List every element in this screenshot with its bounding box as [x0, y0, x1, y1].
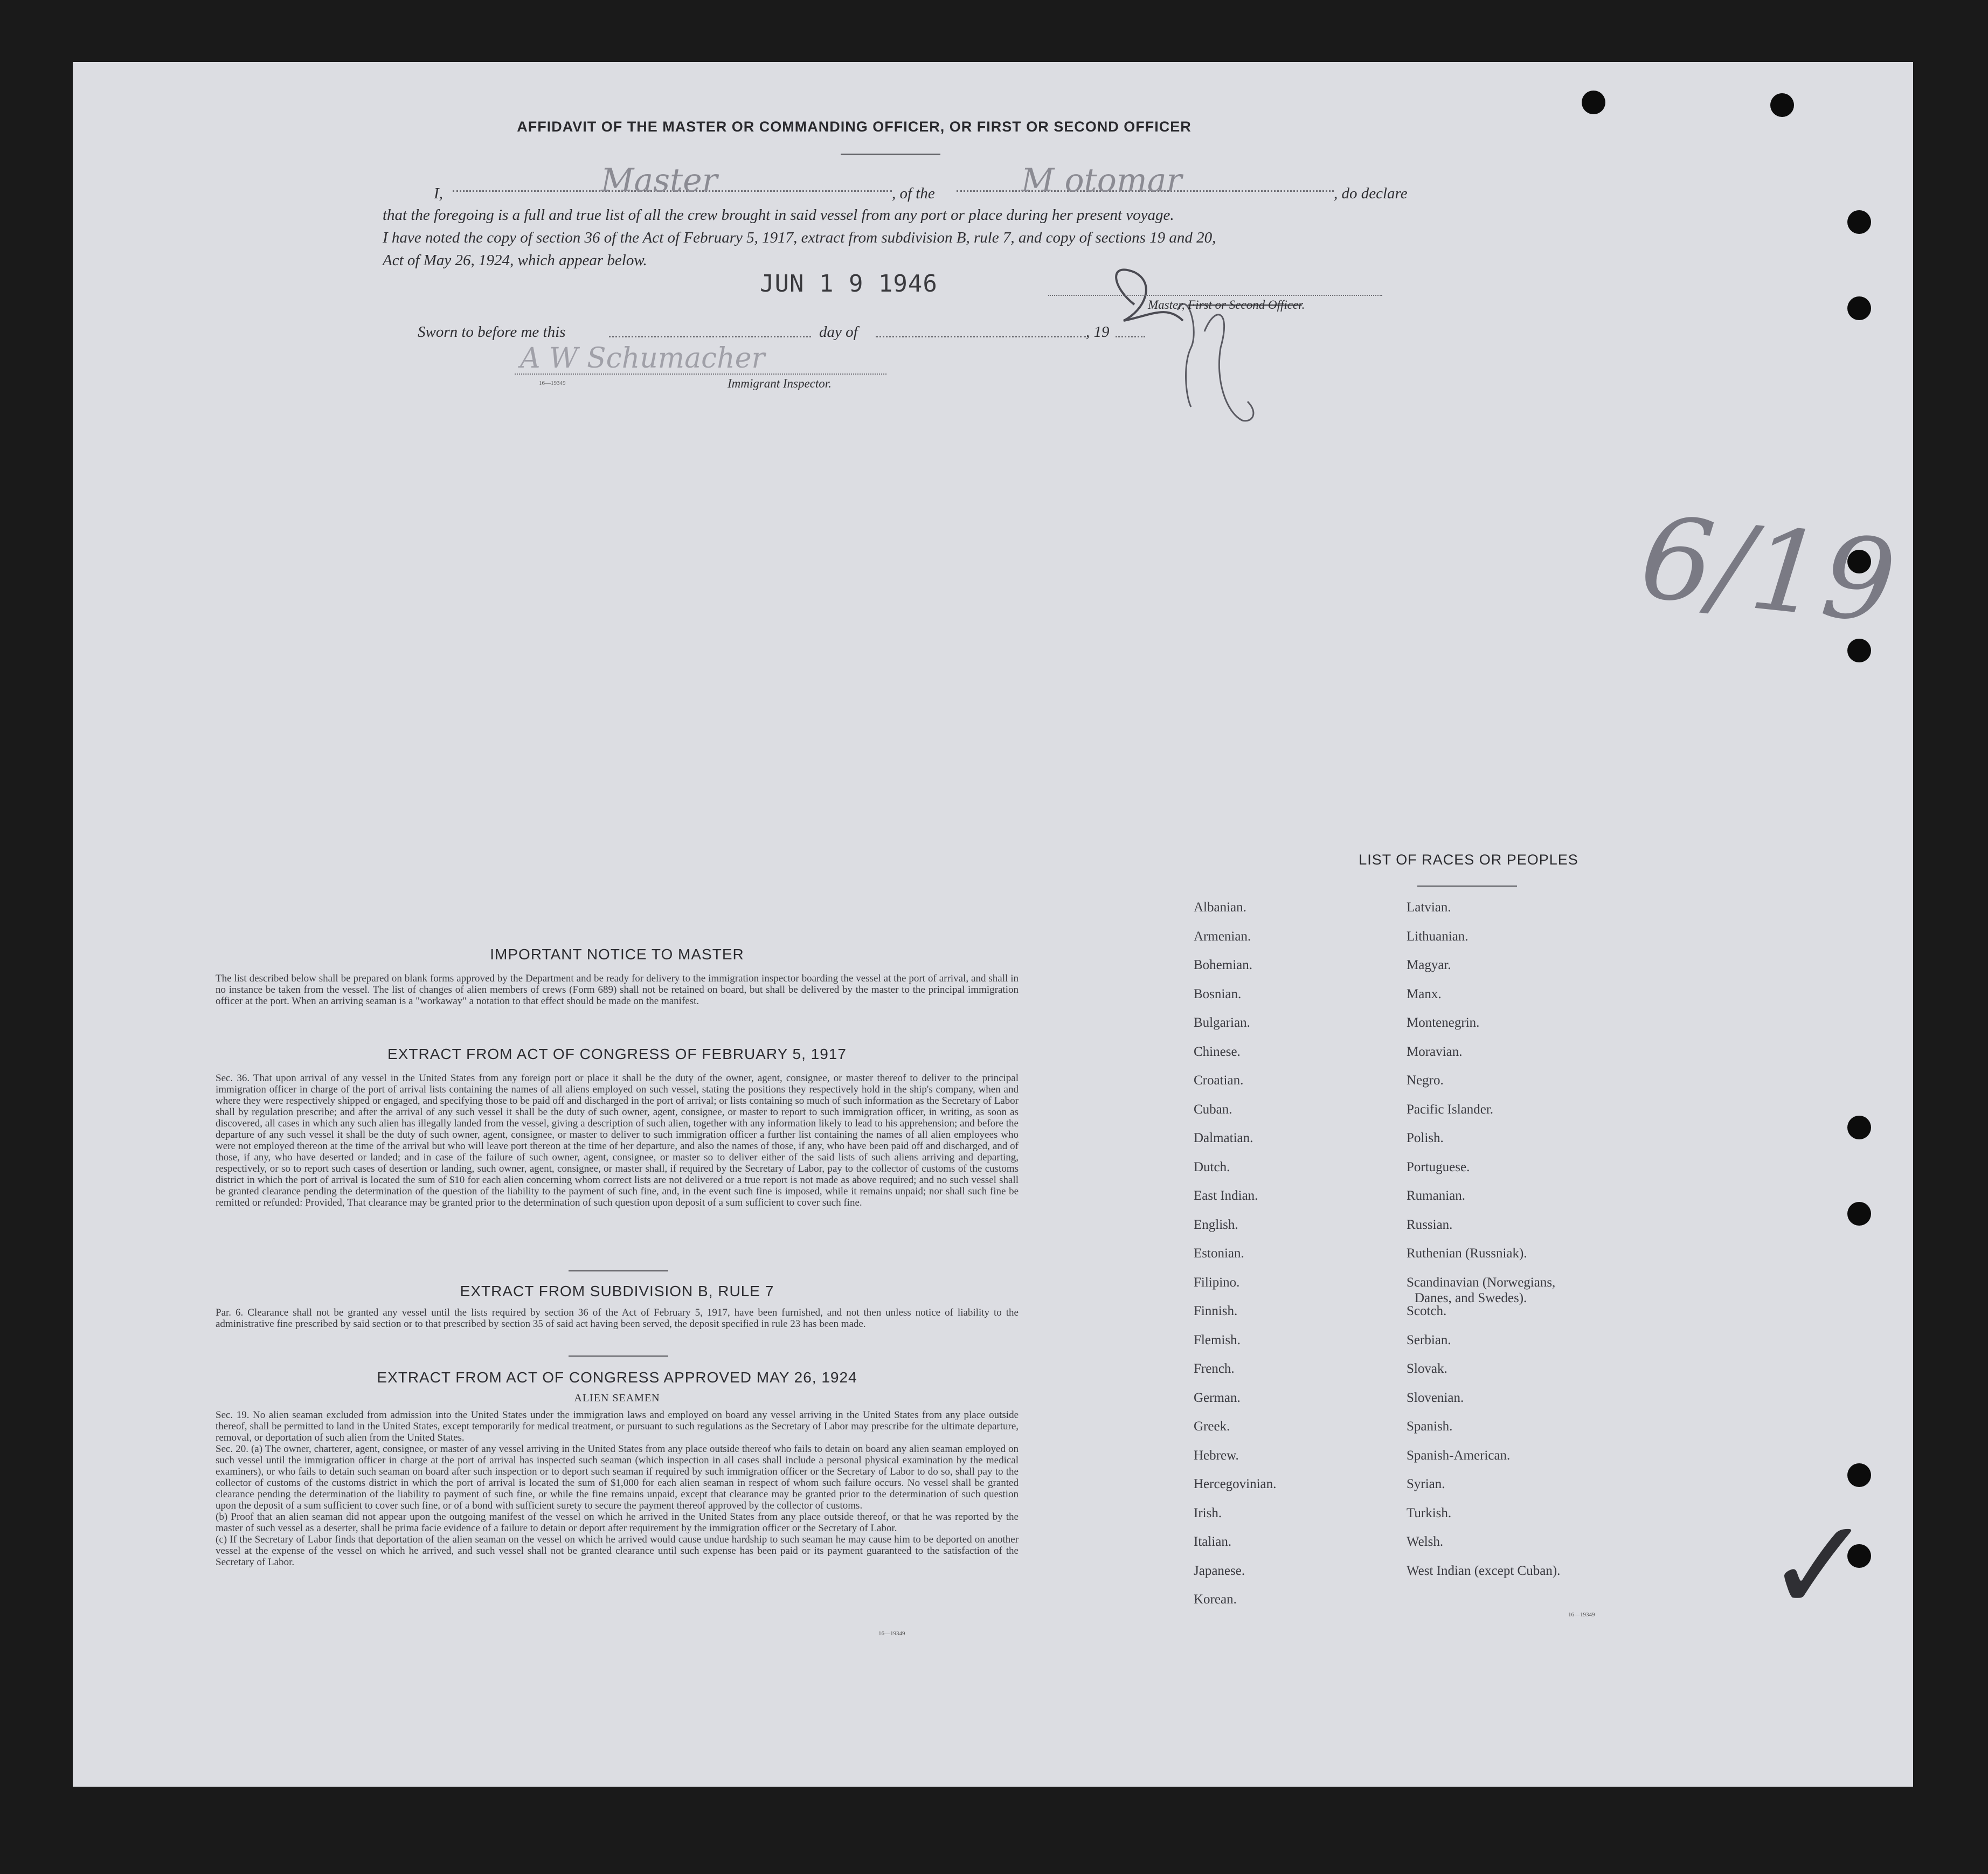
inspector-signature: A W Schumacher [520, 342, 765, 375]
race-item: Dutch. [1194, 1159, 1230, 1174]
divider [569, 1270, 668, 1271]
race-item: Estonian. [1194, 1246, 1244, 1261]
race-item: Irish. [1194, 1505, 1222, 1520]
race-item: Spanish. [1407, 1419, 1453, 1434]
race-item: Scotch. [1407, 1304, 1447, 1318]
affidavit-text-3: Act of May 26, 1924, which appear below. [383, 252, 647, 269]
sworn-month-blank [876, 336, 1086, 337]
race-item: Portuguese. [1407, 1159, 1470, 1174]
race-item: German. [1194, 1390, 1241, 1405]
notice-title: IMPORTANT NOTICE TO MASTER [490, 946, 744, 963]
race-item: East Indian. [1194, 1188, 1258, 1203]
race-item: Rumanian. [1407, 1188, 1466, 1203]
divider [1417, 886, 1517, 887]
sworn-year-blank [1116, 336, 1145, 337]
race-item: Japanese. [1194, 1563, 1245, 1578]
race-item: Croatian. [1194, 1073, 1244, 1088]
race-item: Albanian. [1194, 900, 1246, 915]
race-item: Russian. [1407, 1217, 1453, 1232]
extract-1917-body: Sec. 36. That upon arrival of any vessel in the United States from any foreign port or place it shall be the duty of the owner, agent, consignee, or master thereof to deliver to the principal immigration officer in charge of the port of arrival lists containing the names of all aliens employed on such vessel, stating the positions they respectively hold in the ship's company, when and where they were respectively shipped or engaged, and specifying those to be paid off and discharged in the port of arrival; or lists containing so much of such information as the Secretary of Labor shall by regulation prescribe; and after the arrival of any such vessel it shall be the duty of such owner, agent, consignee, or master to report to such immigration officer, in writing, as soon as discovered, all cases in which any such alien has illegally landed from the vessel, giving a description of such alien, together with any information likely to lead to his apprehension; and before the departure of any such vessel it shall be the duty of such owner, agent, consignee, or master to deliver to such immigration officer a further list containing the names of all alien employees who were not employed thereon at the time of the arrival but who will leave port thereon at the time of her departure, and also the names of those, if any, who have been paid off and discharged, and of those, if any, who have deserted or landed; and in case of the failure of such owner, agent, consignee, or master so to deliver either of the said lists of such aliens arriving and departing, respectively, or so to report such cases of desertion or landing, such owner, agent, consignee, or master shall, if required by the Secretary of Labor, pay to the collector of customs of the customs district in which the port of arrival is located the sum of $10 for each alien concerning whom correct lists are not delivered or a true report is not made as above required; and no such vessel shall be granted clearance pending the determination of the question of the liability to the payment of such fine, and, in the event such fine is imposed, while it remains unpaid; nor shall such fine be remitted or refunded: Provided, That clearance may be granted prior to the determination of such question upon deposit of a sum sufficient to cover such fine. [216, 1073, 1019, 1208]
date-stamp: JUN 1 9 1946 [760, 270, 938, 298]
master-caption-strike: First or Second Officer [1188, 298, 1302, 312]
extract-1917-title: EXTRACT FROM ACT OF CONGRESS OF FEBRUARY 5, 1917 [387, 1046, 847, 1062]
races-form-number: 16—19349 [1568, 1612, 1595, 1618]
master-signature [1075, 240, 1334, 445]
extract-rule7-body: Par. 6. Clearance shall not be granted any vessel until the lists required by section 36 of the Act of February 5, 1917, have been furnished, and not then unless notice of liability to the administrative fine prescribed by said section or to that prescribed by section 35 of said act having been served, the deposit specified in rule 23 has been made. [216, 1307, 1019, 1330]
inspector-caption: Immigrant Inspector. [728, 377, 832, 390]
punch-hole [1770, 93, 1794, 117]
race-item: Serbian. [1407, 1332, 1451, 1347]
extract-rule7-title: EXTRACT FROM SUBDIVISION B, RULE 7 [460, 1283, 774, 1299]
race-item: Bohemian. [1194, 958, 1253, 972]
extract-1924-sec20b: (b) Proof that an alien seaman did not appear upon the outgoing manifest of the vessel on which he arrived in the United States from any place outside thereof, or that he was reported by the master of such vessel as a deserter, shall be prima facie evidence of a failure to detain or deport after requirement by the immigration officer or the Secretary of Labor. [216, 1511, 1019, 1534]
race-item: Manx. [1407, 986, 1442, 1001]
sworn-day-of: day of [819, 323, 858, 341]
filled-role: Master [601, 162, 718, 199]
divider [841, 154, 940, 155]
race-item: Polish. [1407, 1131, 1444, 1145]
punch-hole [1847, 210, 1871, 234]
race-item: Korean. [1194, 1592, 1237, 1607]
race-item: French. [1194, 1361, 1235, 1376]
affidavit-form-number: 16—19349 [539, 380, 566, 386]
race-item: Syrian. [1407, 1477, 1445, 1491]
punch-hole [1847, 296, 1871, 320]
race-item: Hercegovinian. [1194, 1477, 1277, 1491]
races-title: LIST OF RACES OR PEOPLES [1359, 852, 1578, 868]
race-item: English. [1194, 1217, 1238, 1232]
race-item: Cuban. [1194, 1102, 1232, 1117]
race-item: Chinese. [1194, 1044, 1241, 1059]
race-item: Slovak. [1407, 1361, 1447, 1376]
race-item: Danes, and Swedes). [1415, 1290, 1527, 1305]
notice-body: The list described below shall be prepared on blank forms approved by the Department and be ready for delivery to the immigration inspector boarding the vessel at the port of arrival, and shall in no instance be taken from the vessel. The list of changes of alien members of crews (Form 689) shall not be retained on board, but shall be delivered by the master to the principal immigration officer at the port. When an arriving seaman is a "workaway" a notation to that effect should be made on the manifest. [216, 973, 1019, 1007]
master-caption [1148, 298, 1305, 312]
document-sheet [73, 62, 1913, 1787]
extract-1924-sec20a: Sec. 20. (a) The owner, charterer, agent, consignee, or master of any vessel arriving in the United States from any place outside thereof who fails to detain on board any alien seaman employed on such vessel until the immigration officer in charge at the port of arrival has inspected such seaman (which inspection in all cases shall include a personal physical examination by the medical examiners), or who fails to detain such seaman on board after such inspection or to deport such seaman if required by such immigration officer or the Secretary of Labor to do so, shall pay to the collector of customs of the customs district in which the port of arrival is located the sum of $1,000 for each alien seaman in respect of whom such failure occurs. No vessel shall be granted clearance pending the determination of the liability to payment of such fine, or while the fine remains unpaid, except that clearance may be granted prior to the determination of such question upon the deposit of a sum sufficient to cover such fine, or of a bond with sufficient surety to secure the payment thereof approved by the collector of customs. [216, 1443, 1019, 1511]
race-item: Pacific Islander. [1407, 1102, 1494, 1117]
master-caption-role: Master, [1148, 298, 1185, 312]
race-item: Magyar. [1407, 958, 1451, 972]
race-item: Hebrew. [1194, 1448, 1239, 1463]
divider [569, 1356, 668, 1357]
inspector-signature-line [515, 374, 886, 375]
punch-hole [1847, 1116, 1871, 1139]
punch-hole [1847, 1202, 1871, 1226]
race-item: Turkish. [1407, 1505, 1452, 1520]
race-item: Moravian. [1407, 1044, 1463, 1059]
handwritten-check-mark: ✓ [1765, 1490, 1874, 1641]
race-item: Slovenian. [1407, 1390, 1464, 1405]
race-item: Flemish. [1194, 1332, 1241, 1347]
race-item: Latvian. [1407, 900, 1451, 915]
race-item: Greek. [1194, 1419, 1230, 1434]
race-item: Bulgarian. [1194, 1015, 1250, 1030]
race-item: Montenegrin. [1407, 1015, 1480, 1030]
master-signature-line [1048, 295, 1382, 296]
extract-1924-sec19: Sec. 19. No alien seaman excluded from admission into the United States under the immigration laws and employed on board any vessel arriving in the United States from any place outside thereof, shall be permitted to land in the United States, except temporarily for medical treatment, or pursuant to such regulations as the Secretary of Labor may prescribe for the ultimate departure, removal, or deportation of such alien from the United States. [216, 1409, 1019, 1443]
affidavit-title: AFFIDAVIT OF THE MASTER OR COMMANDING OFFICER, OR FIRST OR SECOND OFFICER [517, 119, 1192, 135]
race-item: Dalmatian. [1194, 1131, 1253, 1145]
affidavit-text-1: that the foregoing is a full and true list of all the crew brought in said vessel from any port or place during her present voyage. [383, 206, 1174, 224]
race-item: Filipino. [1194, 1275, 1240, 1290]
sworn-nineteen: , 19 [1086, 323, 1110, 341]
race-item: Italian. [1194, 1534, 1232, 1549]
race-item: Negro. [1407, 1073, 1444, 1088]
affidavit-i: I, [434, 185, 443, 202]
sworn-day-blank [609, 336, 811, 337]
race-item: Finnish. [1194, 1304, 1238, 1318]
race-item: Scandinavian (Norwegians, [1407, 1275, 1556, 1290]
affidavit-text-2: I have noted the copy of section 36 of the Act of February 5, 1917, extract from subdivision B, rule 7, and copy of sections 19 and 20, [383, 229, 1216, 246]
race-item: Spanish-American. [1407, 1448, 1511, 1463]
master-caption-end: . [1301, 298, 1305, 312]
extract-1924-body [216, 1409, 1019, 1568]
sworn-text: Sworn to before me this [418, 323, 566, 341]
extract-1924-sec20c: (c) If the Secretary of Labor finds that deportation of the alien seaman on the vessel on which he arrived would cause undue hardship to such seaman he may cause him to be deported on another vessel at the expense of the vessel on which he arrived, and such vessel shall not be granted clearance until such expense has been paid or its payment guaranteed to the satisfaction of the Secretary of Labor. [216, 1534, 1019, 1568]
race-item: Bosnian. [1194, 986, 1242, 1001]
extract-form-number: 16—19349 [878, 1630, 905, 1637]
punch-hole [1847, 1463, 1871, 1487]
race-item: Lithuanian. [1407, 929, 1469, 944]
punch-hole [1582, 91, 1605, 114]
affidavit-of-the: , of the [892, 185, 935, 202]
filled-vessel: M otomar [1021, 162, 1182, 199]
race-item: West Indian (except Cuban). [1407, 1563, 1561, 1578]
affidavit-do-declare: , do declare [1334, 185, 1408, 202]
handwritten-date-note: 6/19 [1634, 491, 1902, 649]
race-item: Ruthenian (Russniak). [1407, 1246, 1527, 1261]
race-item: Armenian. [1194, 929, 1251, 944]
extract-1924-title: EXTRACT FROM ACT OF CONGRESS APPROVED MAY 26, 1924 [377, 1369, 857, 1386]
extract-1924-subtitle: ALIEN SEAMEN [574, 1392, 660, 1404]
race-item: Welsh. [1407, 1534, 1444, 1549]
